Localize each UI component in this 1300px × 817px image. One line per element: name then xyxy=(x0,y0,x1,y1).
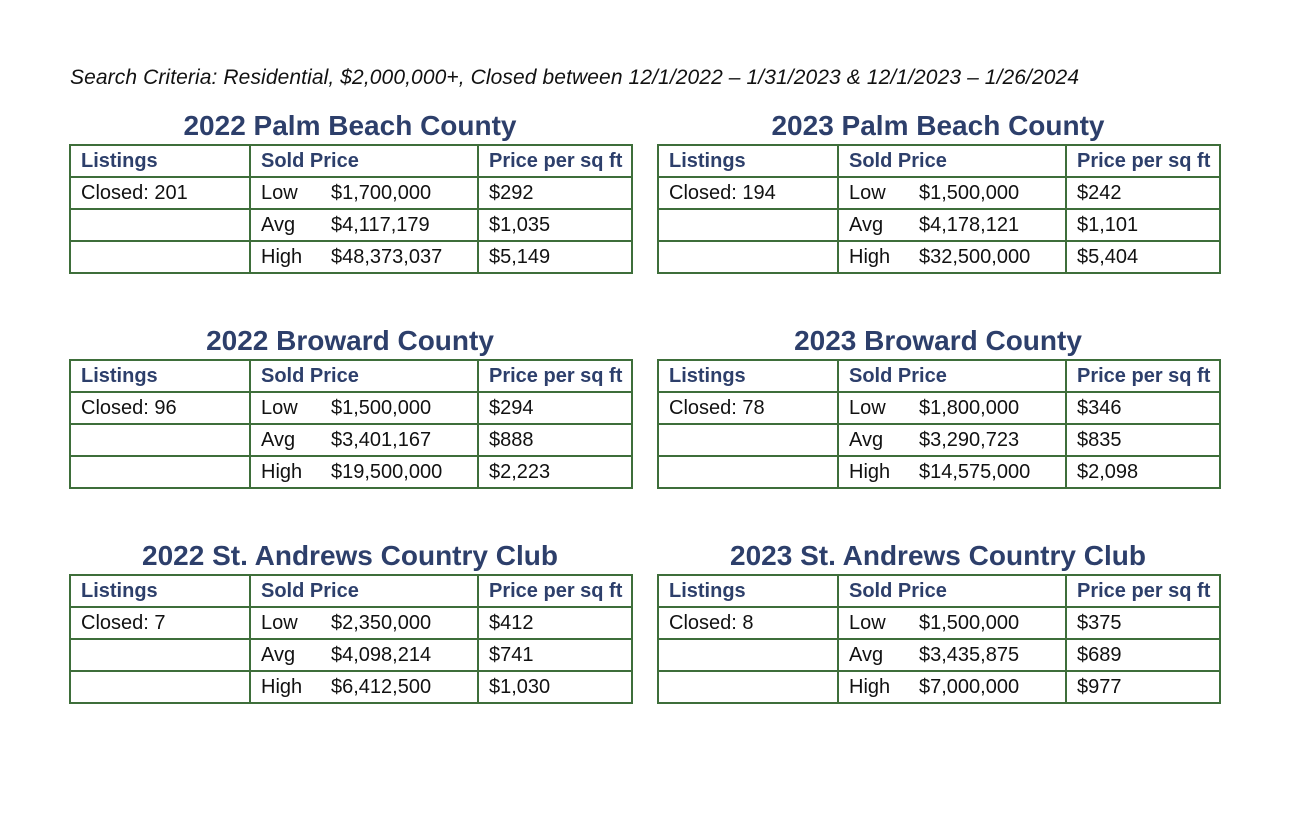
stats-block-2022-palm-beach xyxy=(69,108,631,274)
empty-cell xyxy=(70,639,250,671)
price-per-sqft-value: $242 xyxy=(1066,177,1220,209)
table-row xyxy=(658,607,1220,639)
sold-price-value: $3,290,723 xyxy=(919,428,1020,451)
table-row xyxy=(70,671,632,703)
sold-price-value: $14,575,000 xyxy=(919,460,1031,483)
table-header-row xyxy=(658,575,1220,607)
table-header-row xyxy=(70,145,632,177)
header-price-per-sqft: Price per sq ft xyxy=(1066,360,1220,392)
row-label: Avg xyxy=(849,643,884,666)
table-row xyxy=(658,392,1220,424)
price-per-sqft-value: $292 xyxy=(478,177,632,209)
empty-cell xyxy=(70,209,250,241)
closed-count: Closed: 96 xyxy=(70,392,250,424)
price-per-sqft-value: $741 xyxy=(478,639,632,671)
stats-table xyxy=(69,574,633,704)
row-label: Avg xyxy=(261,643,296,666)
stats-block-2022-broward xyxy=(69,323,631,489)
stats-block-2022-st-andrews xyxy=(69,538,631,704)
header-price-per-sqft: Price per sq ft xyxy=(478,575,632,607)
sold-price-cell xyxy=(838,456,1066,488)
row-label: Low xyxy=(261,396,298,419)
row-label: High xyxy=(261,245,303,268)
sold-price-cell xyxy=(838,671,1066,703)
row-label: High xyxy=(849,675,891,698)
table-row xyxy=(658,241,1220,273)
price-per-sqft-value: $689 xyxy=(1066,639,1220,671)
table-row xyxy=(70,607,632,639)
sold-price-cell xyxy=(838,241,1066,273)
table-row xyxy=(658,209,1220,241)
price-per-sqft-value: $1,035 xyxy=(478,209,632,241)
empty-cell xyxy=(658,671,838,703)
table-row xyxy=(70,639,632,671)
row-label: High xyxy=(261,460,303,483)
table-header-row xyxy=(70,360,632,392)
table-row xyxy=(658,424,1220,456)
sold-price-cell xyxy=(838,607,1066,639)
closed-count: Closed: 194 xyxy=(658,177,838,209)
table-header-row xyxy=(658,360,1220,392)
sold-price-value: $1,500,000 xyxy=(919,181,1020,204)
sold-price-cell xyxy=(838,209,1066,241)
stats-table xyxy=(69,144,633,274)
block-title: 2023 St. Andrews Country Club xyxy=(730,540,1146,571)
price-per-sqft-value: $1,030 xyxy=(478,671,632,703)
empty-cell xyxy=(658,241,838,273)
sold-price-value: $4,117,179 xyxy=(331,213,430,236)
row-label: Low xyxy=(849,611,886,634)
header-listings: Listings xyxy=(658,575,838,607)
stats-block-2023-st-andrews xyxy=(657,538,1219,704)
closed-count: Closed: 78 xyxy=(658,392,838,424)
row-label: Avg xyxy=(849,213,884,236)
sold-price-cell xyxy=(250,424,478,456)
sold-price-cell xyxy=(250,392,478,424)
row-label: Low xyxy=(849,181,886,204)
table-header-row xyxy=(658,145,1220,177)
closed-count: Closed: 8 xyxy=(658,607,838,639)
search-criteria: Search Criteria: Residential, $2,000,000+, Closed between 12/1/2022 – 1/31/2023 & 12/1/2023 – 1/26/2024 xyxy=(70,66,1080,89)
header-listings: Listings xyxy=(658,360,838,392)
empty-cell xyxy=(658,424,838,456)
sold-price-value: $19,500,000 xyxy=(331,460,443,483)
stats-block-2023-palm-beach xyxy=(657,108,1219,274)
sold-price-value: $1,500,000 xyxy=(919,611,1020,634)
empty-cell xyxy=(70,671,250,703)
sold-price-cell xyxy=(250,241,478,273)
price-per-sqft-value: $294 xyxy=(478,392,632,424)
sold-price-cell xyxy=(250,639,478,671)
row-label: Avg xyxy=(849,428,884,451)
sold-price-value: $3,435,875 xyxy=(919,643,1020,666)
table-row xyxy=(658,456,1220,488)
table-row xyxy=(658,639,1220,671)
row-label: Avg xyxy=(261,213,296,236)
sold-price-cell xyxy=(838,639,1066,671)
stats-table xyxy=(69,359,633,489)
header-price-per-sqft: Price per sq ft xyxy=(1066,145,1220,177)
empty-cell xyxy=(70,424,250,456)
empty-cell xyxy=(658,209,838,241)
table-row xyxy=(70,209,632,241)
sold-price-value: $1,800,000 xyxy=(919,396,1020,419)
price-per-sqft-value: $977 xyxy=(1066,671,1220,703)
sold-price-value: $2,350,000 xyxy=(331,611,432,634)
block-title: 2022 Palm Beach County xyxy=(183,110,517,141)
sold-price-value: $1,500,000 xyxy=(331,396,432,419)
empty-cell xyxy=(70,456,250,488)
header-listings: Listings xyxy=(70,575,250,607)
sold-price-value: $32,500,000 xyxy=(919,245,1031,268)
price-per-sqft-value: $888 xyxy=(478,424,632,456)
table-row xyxy=(70,456,632,488)
price-per-sqft-value: $5,404 xyxy=(1066,241,1220,273)
table-header-row xyxy=(70,575,632,607)
empty-cell xyxy=(658,639,838,671)
price-per-sqft-value: $5,149 xyxy=(478,241,632,273)
sold-price-value: $6,412,500 xyxy=(331,675,432,698)
stats-table xyxy=(657,574,1221,704)
row-label: Low xyxy=(261,611,298,634)
sold-price-cell xyxy=(250,177,478,209)
block-title: 2022 St. Andrews Country Club xyxy=(142,540,558,571)
price-per-sqft-value: $835 xyxy=(1066,424,1220,456)
price-per-sqft-value: $2,098 xyxy=(1066,456,1220,488)
header-listings: Listings xyxy=(658,145,838,177)
price-per-sqft-value: $1,101 xyxy=(1066,209,1220,241)
stats-table xyxy=(657,359,1221,489)
sold-price-cell xyxy=(250,607,478,639)
header-price-per-sqft: Price per sq ft xyxy=(478,145,632,177)
block-title: 2022 Broward County xyxy=(206,325,494,356)
sold-price-value: $48,373,037 xyxy=(331,245,443,268)
sold-price-cell xyxy=(838,392,1066,424)
price-per-sqft-value: $412 xyxy=(478,607,632,639)
stats-block-2023-broward xyxy=(657,323,1219,489)
table-row xyxy=(658,177,1220,209)
sold-price-value: $1,700,000 xyxy=(331,181,432,204)
sold-price-cell xyxy=(250,671,478,703)
header-sold-price: Sold Price xyxy=(250,145,478,177)
sold-price-cell xyxy=(838,177,1066,209)
table-row xyxy=(70,177,632,209)
sold-price-value: $7,000,000 xyxy=(919,675,1020,698)
row-label: High xyxy=(849,245,891,268)
closed-count: Closed: 201 xyxy=(70,177,250,209)
header-price-per-sqft: Price per sq ft xyxy=(478,360,632,392)
block-title: 2023 Palm Beach County xyxy=(771,110,1105,141)
row-label: Low xyxy=(849,396,886,419)
sold-price-cell xyxy=(250,456,478,488)
empty-cell xyxy=(70,241,250,273)
block-title: 2023 Broward County xyxy=(794,325,1082,356)
sold-price-cell xyxy=(838,424,1066,456)
sold-price-cell xyxy=(250,209,478,241)
header-sold-price: Sold Price xyxy=(250,575,478,607)
header-sold-price: Sold Price xyxy=(838,360,1066,392)
sold-price-value: $4,178,121 xyxy=(919,213,1020,236)
empty-cell xyxy=(658,456,838,488)
sold-price-value: $4,098,214 xyxy=(331,643,432,666)
header-sold-price: Sold Price xyxy=(250,360,478,392)
header-sold-price: Sold Price xyxy=(838,575,1066,607)
sold-price-value: $3,401,167 xyxy=(331,428,432,451)
price-per-sqft-value: $375 xyxy=(1066,607,1220,639)
header-price-per-sqft: Price per sq ft xyxy=(1066,575,1220,607)
stats-table xyxy=(657,144,1221,274)
row-label: Low xyxy=(261,181,298,204)
table-row xyxy=(70,392,632,424)
closed-count: Closed: 7 xyxy=(70,607,250,639)
header-sold-price: Sold Price xyxy=(838,145,1066,177)
row-label: Avg xyxy=(261,428,296,451)
table-row xyxy=(70,241,632,273)
header-listings: Listings xyxy=(70,145,250,177)
header-listings: Listings xyxy=(70,360,250,392)
table-row xyxy=(658,671,1220,703)
price-per-sqft-value: $346 xyxy=(1066,392,1220,424)
price-per-sqft-value: $2,223 xyxy=(478,456,632,488)
table-row xyxy=(70,424,632,456)
row-label: High xyxy=(261,675,303,698)
row-label: High xyxy=(849,460,891,483)
